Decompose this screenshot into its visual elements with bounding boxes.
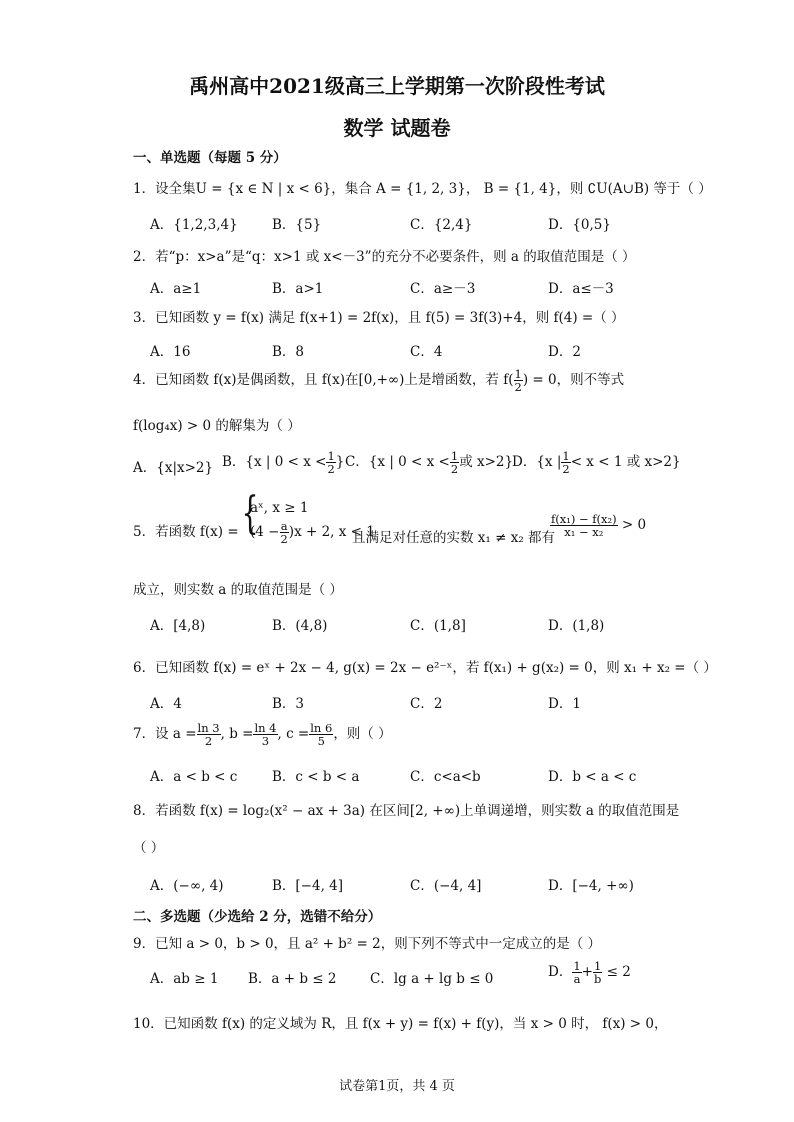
q9-d-plus: + xyxy=(581,964,593,981)
q6-option-c: C．2 xyxy=(410,696,443,712)
section-multi-choice: 二、多选题（少选给 2 分，选错不给分） xyxy=(133,909,382,925)
q5-piece2-b: )x + 2, x < 1 xyxy=(288,524,375,541)
q7-option-a: A．a < b < c xyxy=(150,769,238,785)
q7-stem-a: 7．设 a = xyxy=(133,726,197,743)
q8-option-d: D．[−4, +∞) xyxy=(548,878,634,894)
q1-option-d: D．{0,5} xyxy=(548,217,611,233)
q5-piece2-a: (4 − xyxy=(250,524,280,541)
question-2: 2．若“p：x>a”是“q：x>1 或 x<－3”的充分不必要条件，则 a 的取值范围是（ ） xyxy=(133,249,636,265)
q9-d-frac2 xyxy=(593,960,602,985)
q4-option-a: A．{x|x>2} xyxy=(133,460,214,476)
section-single-choice: 一、单选题（每题 5 分） xyxy=(133,150,287,166)
question-8: 8．若函数 f(x) = log₂(x² − ax + 3a) 在区间[2, +∞)上单调递增，则实数 a 的取值范围是 xyxy=(133,803,680,819)
q9-d-n1: 1 xyxy=(573,959,581,973)
q7-option-b: B．c < b < a xyxy=(272,769,360,785)
q4-option-b xyxy=(222,450,344,475)
q5-option-d: D．(1,8) xyxy=(548,618,605,634)
q4-c-tail: 或 x>2} xyxy=(459,454,514,471)
q7-stem-b: , b = xyxy=(220,726,254,743)
q4-d-frac xyxy=(561,450,570,475)
q3-option-c: C．4 xyxy=(410,344,443,360)
q5-piece2-frac xyxy=(279,520,288,545)
q4-stem-a: 4．已知函数 f(x)是偶函数，且 f(x)在[0,+∞)上是增函数，若 f( xyxy=(133,372,514,389)
q7-option-d: D．b < a < c xyxy=(548,769,637,785)
question-1: 1．设全集U = {x ∈ N | x < 6}，集合 A = {1, 2, 3}， B = {1, 4}，则 ∁U(A∪B) 等于（ ） xyxy=(133,181,712,197)
q9-option-d xyxy=(548,960,631,985)
q5-brace: { xyxy=(241,488,259,539)
q4-b-tail: } xyxy=(335,454,345,471)
q4-d-frac-den: 2 xyxy=(562,462,570,477)
q9-option-a: A．ab ≥ 1 xyxy=(150,971,219,987)
q4-c-text: C．{x | 0 < x < xyxy=(345,454,450,471)
q4-c-frac xyxy=(450,450,459,475)
q7-option-c: C．c<a<b xyxy=(410,769,481,785)
question-7 xyxy=(133,722,392,747)
q3-option-b: B．8 xyxy=(272,344,305,360)
q9-d-label: D． xyxy=(548,964,573,981)
q5-stem-a: 5．若函数 f(x) = xyxy=(133,524,239,540)
q4-frac-den: 2 xyxy=(514,380,522,395)
q7-stem-d: ，则（ ） xyxy=(333,726,392,743)
q4-d-text: D．{x | xyxy=(512,454,562,471)
q7-frac-c xyxy=(309,722,333,747)
q9-option-c: C．lg a + lg b ≤ 0 xyxy=(370,971,494,987)
q2-option-b: B．a>1 xyxy=(272,281,324,297)
question-10: 10．已知函数 f(x) 的定义域为 R，且 f(x + y) = f(x) + f(y)，当 x > 0 时， f(x) > 0， xyxy=(133,1016,668,1032)
q2-option-d: D．a≤－3 xyxy=(548,281,614,297)
question-6: 6．已知函数 f(x) = eˣ + 2x − 4, g(x) = 2x − e²⁻ˣ，若 f(x₁) + g(x₂) = 0，则 x₁ + x₂ =（ ） xyxy=(133,660,717,676)
q4-b-text: B．{x | 0 < x < xyxy=(222,454,327,471)
question-9: 9．已知 a > 0，b > 0，且 a² + b² = 2，则下列不等式中一定成立的是（ ） xyxy=(133,936,602,952)
question-4 xyxy=(133,368,624,393)
q8-option-b: B．[−4, 4] xyxy=(272,878,344,894)
q3-option-a: A．16 xyxy=(150,344,191,360)
q4-fraction xyxy=(514,368,523,393)
q4-stem-line2: f(log₄x) > 0 的解集为（ ） xyxy=(133,418,301,434)
q4-frac-num: 1 xyxy=(514,367,522,381)
q5-stem-b: 且满足对任意的实数 x₁ ≠ x₂ 都有 xyxy=(352,530,556,546)
q5-piece2-den: 2 xyxy=(280,532,288,547)
question-3: 3．已知函数 y = f(x) 满足 f(x+1) = 2f(x)，且 f(5) = 3f(3)+4，则 f(4) =（ ） xyxy=(133,310,625,326)
q8-option-c: C．(−4, 4] xyxy=(410,878,482,894)
q4-b-frac-num: 1 xyxy=(327,449,335,463)
q6-option-d: D．1 xyxy=(548,696,581,712)
q4-c-frac-num: 1 xyxy=(450,449,459,463)
q5-option-c: C．(1,8] xyxy=(410,618,466,634)
q1-option-b: B．{5} xyxy=(272,217,322,233)
q1-option-c: C．{2,4} xyxy=(410,217,473,233)
q5-option-a: A．[4,8) xyxy=(150,618,206,634)
q9-d-n2: 1 xyxy=(593,959,602,973)
q4-c-frac-den: 2 xyxy=(450,462,459,477)
q8-stem-line2: （ ） xyxy=(133,840,165,856)
q7-fb-num: ln 4 xyxy=(254,721,277,735)
q5-ineq-tail: > 0 xyxy=(621,517,647,534)
q7-frac-a xyxy=(197,722,221,747)
q2-option-c: C．a≥－3 xyxy=(410,281,476,297)
q3-option-d: D．2 xyxy=(548,344,581,360)
q4-b-frac-den: 2 xyxy=(327,462,335,477)
q9-d-frac1 xyxy=(572,960,581,985)
q4-option-d xyxy=(512,450,681,475)
q9-d-tail: ≤ 2 xyxy=(606,964,631,981)
q5-ineq-den: x₁ − x₂ xyxy=(564,525,604,540)
q4-b-frac xyxy=(326,450,335,475)
q5-piece-1: aˣ, x ≥ 1 xyxy=(250,500,309,516)
exam-title: 禹州高中2021级高三上学期第一次阶段性考试 xyxy=(189,74,605,98)
q8-option-a: A．(−∞, 4) xyxy=(150,878,224,894)
exam-subtitle: 数学 试题卷 xyxy=(343,116,451,140)
q5-ineq-frac xyxy=(550,513,618,538)
q7-fb-den: 3 xyxy=(261,734,270,749)
q1-option-a: A．{1,2,3,4} xyxy=(150,217,238,233)
q5-ineq-num: f(x₁) − f(x₂) xyxy=(551,512,617,526)
q4-option-c xyxy=(345,450,513,475)
q9-d-d2: b xyxy=(593,972,602,987)
q6-option-a: A．4 xyxy=(150,696,182,712)
q5-piece2-num: a xyxy=(280,519,288,533)
q7-fa-num: ln 3 xyxy=(197,721,220,735)
q4-d-tail: < x < 1 或 x>2} xyxy=(570,454,681,471)
q7-frac-b xyxy=(253,722,277,747)
q7-stem-c: , c = xyxy=(277,726,310,743)
q6-option-b: B．3 xyxy=(272,696,305,712)
q4-d-frac-num: 1 xyxy=(562,449,570,463)
q7-fc-den: 5 xyxy=(317,734,325,749)
q7-fa-den: 2 xyxy=(204,734,213,749)
q4-stem-b: ) = 0，则不等式 xyxy=(522,372,625,389)
q7-fc-num: ln 6 xyxy=(310,721,333,735)
q9-option-b: B．a + b ≤ 2 xyxy=(248,971,337,987)
q5-option-b: B．(4,8) xyxy=(272,618,328,634)
q2-option-a: A．a≥1 xyxy=(150,281,202,297)
q9-d-d1: a xyxy=(573,972,581,987)
q5-stem-line2: 成立，则实数 a 的取值范围是（ ） xyxy=(133,582,343,598)
q5-inequality xyxy=(550,513,646,538)
page-footer: 试卷第1页，共 4 页 xyxy=(339,1079,455,1094)
